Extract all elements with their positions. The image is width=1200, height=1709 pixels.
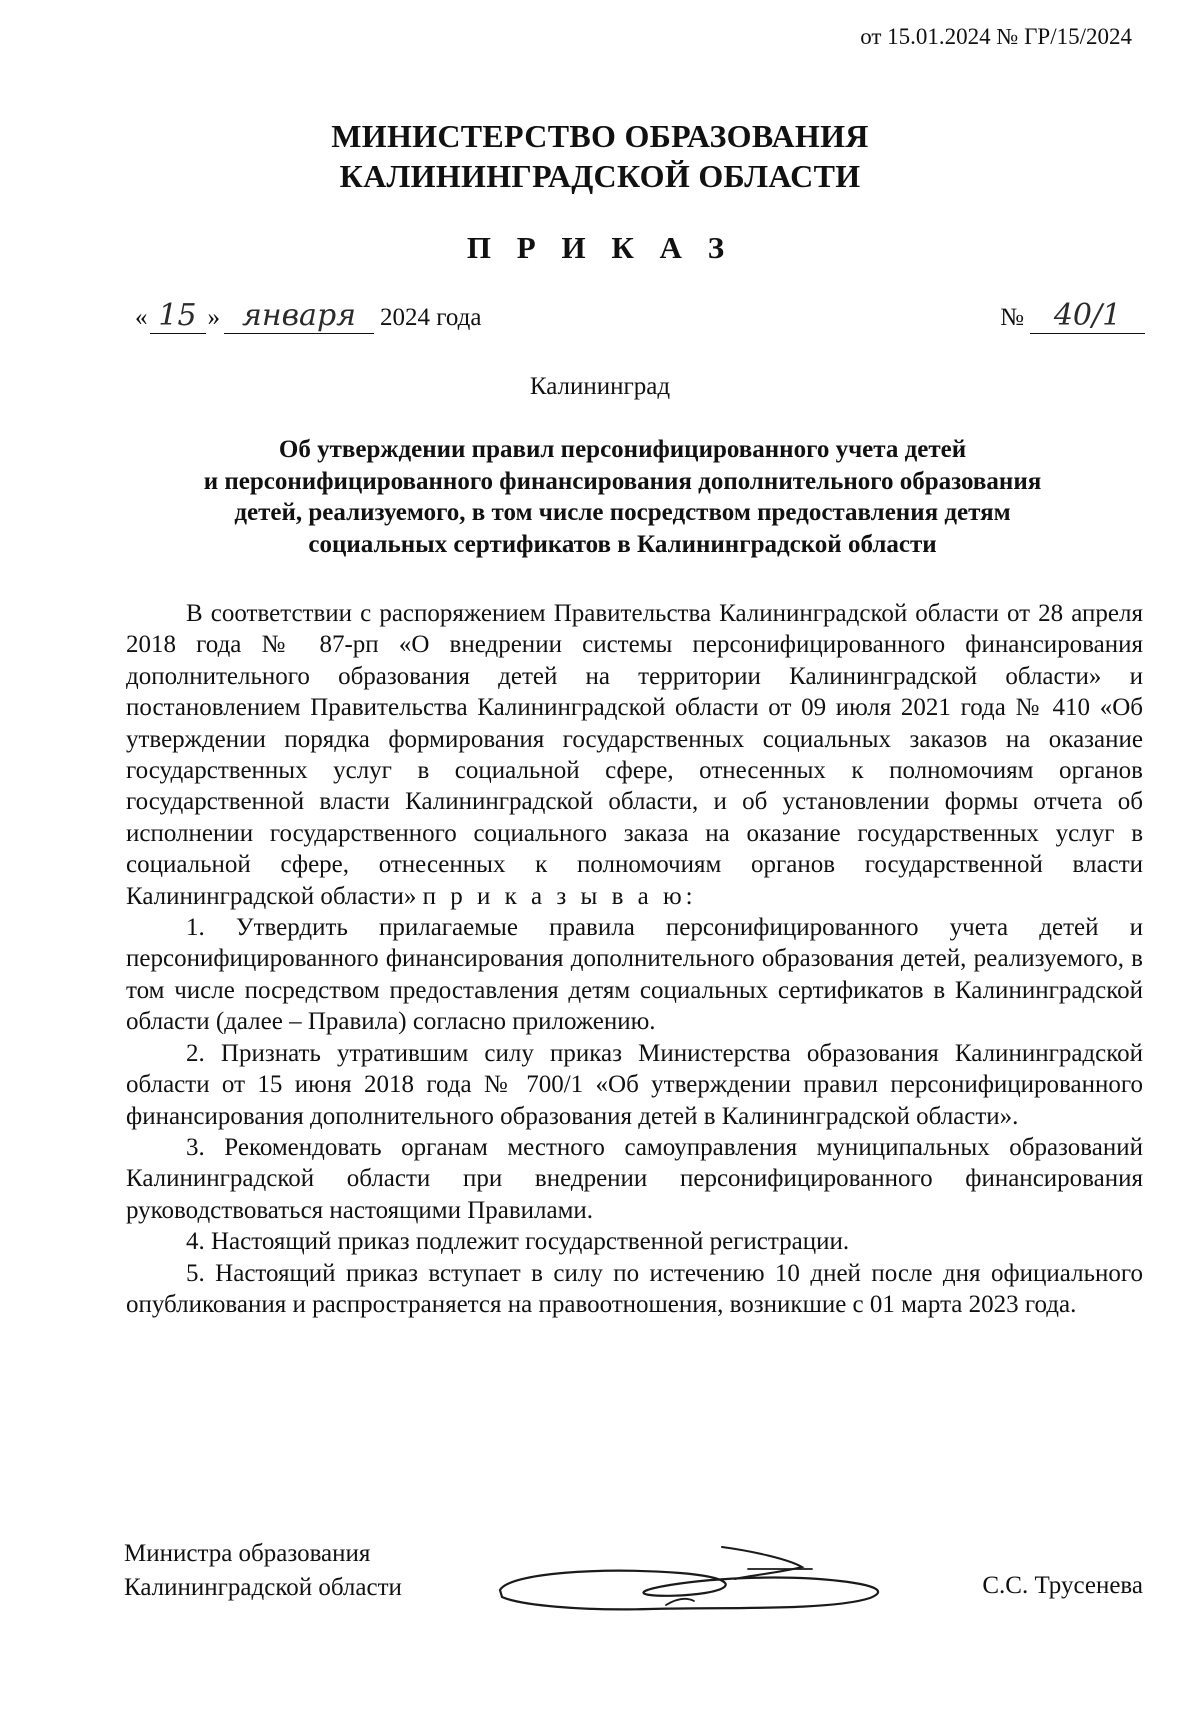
item-3: 3. Рекомендовать органам местного самоуправления муниципальных образований Калининградской области при внедрении персонифицированного финансирования руководствоваться настоящими Правилами. [126, 1133, 1143, 1224]
number-value: 40/1 [1030, 298, 1145, 334]
item-4: 4. Настоящий приказ подлежит государственной регистрации. [186, 1228, 850, 1256]
preamble-text: В соответствии с распоряжением Правительства Калининградской области от 28 апреля 2018 года № 87-рп «О внедрении системы персонифицированного финансирования дополнительного образования детей на территории Калининградской области» и постановлением Правительства Калининградской области от 09 июля 2021 года № 410 «Об утверждении порядка формирования государственных социальных заказов на оказание государственных услуг в социальной сфере, отнесенных к полномочиям органов государственной власти Калининградской области, и об установлении формы отчета об исполнении государственного социального заказа на оказание государственных услуг в социальной сфере, отнесенных к полномочиям органов государственной власти Калининградской области» [126, 600, 1143, 910]
position-line-2: Калининградской области [124, 1574, 402, 1601]
registration-stamp: от 15.01.2024 № ГР/15/2024 [860, 24, 1132, 49]
date-year: 2024 года [380, 304, 482, 331]
item-5: 5. Настоящий приказ вступает в силу по истечению 10 дней после дня официального опубликования и распространяется на правоотношения, возникшие с 01 марта 2023 года. [126, 1259, 1143, 1318]
signatory-name: С.С. Трусенева [982, 1572, 1143, 1599]
date-close-quote: » [207, 304, 220, 331]
order-word: п р и к а з ы в а ю: [422, 882, 697, 910]
document-type: П Р И К А З [466, 230, 734, 265]
ministry-header [0, 116, 1200, 196]
date-open-quote: « [135, 304, 148, 331]
preamble-paragraph [126, 598, 1143, 912]
document-body [126, 598, 1143, 1320]
order-date [135, 298, 481, 334]
ministry-line-1: МИНИСТЕРСТВО ОБРАЗОВАНИЯ [331, 118, 869, 154]
title-line-3: детей, реализуемого, в том числе посредством предоставления детям [234, 499, 1011, 526]
title-line-4: социальных сертификатов в Калининградской области [308, 530, 937, 558]
position-line-1: Министра образования [124, 1540, 371, 1567]
handwritten-signature-icon [490, 1535, 910, 1625]
item-1: 1. Утвердить прилагаемые правила персонифицированного учета детей и персонифицированного финансирования дополнительного образования детей, реализуемого, в том числе посредством предоставления детям социальных сертификатов в Калининградской области (далее – Правила) согласно приложению. [126, 914, 1143, 1036]
date-day: 15 [150, 298, 206, 334]
city: Калининград [529, 373, 671, 400]
order-number [1000, 298, 1145, 334]
title-line-1: Об утверждении правил персонифицированного учета детей [278, 436, 967, 463]
document-title [145, 434, 1100, 560]
ministry-line-2: КАЛИНИНГРАДСКОЙ ОБЛАСТИ [339, 158, 861, 194]
date-month: января [224, 298, 374, 334]
signatory-position [124, 1537, 402, 1605]
number-label: № [1000, 304, 1024, 331]
title-line-2: и персонифицированного финансирования дополнительного образования [203, 467, 1042, 495]
item-2: 2. Признать утратившим силу приказ Министерства образования Калининградской области от 15 июня 2018 года № 700/1 «Об утверждении правил персонифицированного финансирования дополнительного образования детей в Калининградской области». [126, 1039, 1143, 1130]
